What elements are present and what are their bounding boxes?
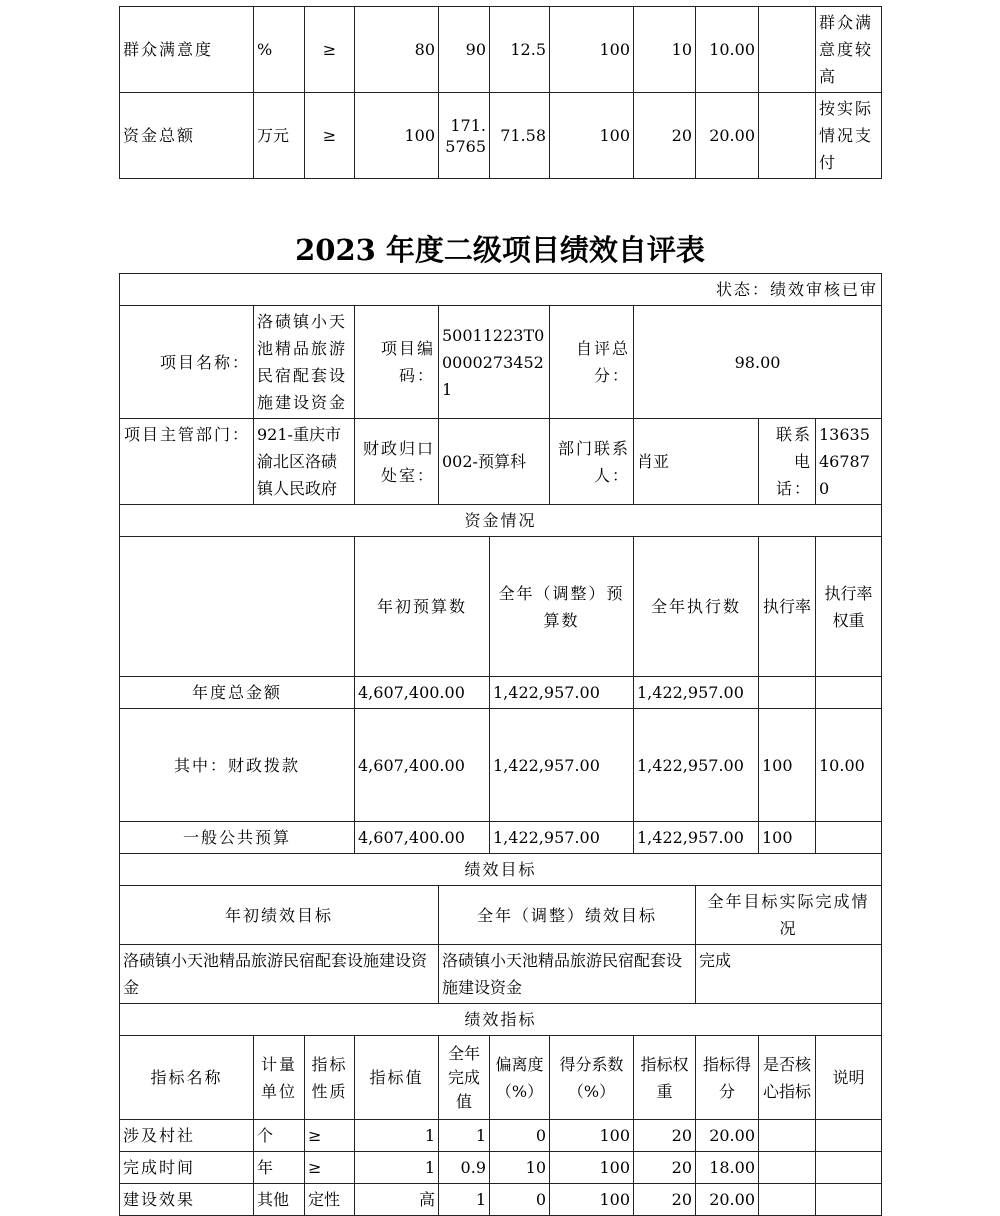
table-row: [120, 822, 882, 854]
indicator-name: 完成时间: [120, 1152, 254, 1184]
indicator-note: [816, 1120, 882, 1152]
indicator-core: [759, 7, 816, 93]
indicator-coefficient: 100: [550, 93, 634, 179]
funds-header-initial: 年初预算数: [355, 537, 490, 677]
indicator-deviation: 10: [490, 1152, 550, 1184]
ind-header-coefficient: 得分系数（%）: [550, 1036, 634, 1120]
indicator-core: [759, 1120, 816, 1152]
funds-adjusted: 1,422,957.00: [490, 677, 634, 709]
funds-adjusted: 1,422,957.00: [490, 822, 634, 854]
funds-executed: 1,422,957.00: [634, 709, 759, 822]
indicator-done: 1: [439, 1184, 490, 1216]
funds-header-row: [120, 537, 882, 677]
funds-section-title: 资金情况: [120, 505, 882, 537]
indicator-score: 10.00: [696, 7, 759, 93]
phone: 13635467870: [816, 419, 882, 505]
indicator-coefficient: 100: [550, 1152, 634, 1184]
table-row: [120, 709, 882, 822]
goals-header-row: [120, 886, 882, 945]
funds-header-blank: [120, 537, 355, 677]
contact-person: 肖亚: [634, 419, 759, 505]
indicator-deviation: 71.58: [490, 93, 550, 179]
indicator-done: 90: [439, 7, 490, 93]
indicator-unit: 年: [254, 1152, 305, 1184]
status-text: 状态：绩效审核已审: [120, 274, 882, 306]
funds-row-label: 年度总金额: [120, 677, 355, 709]
goals-header-adjusted: 全年（调整）绩效目标: [439, 886, 696, 945]
indicator-value: 1: [355, 1120, 439, 1152]
indicator-note: 按实际情况支付: [816, 93, 882, 179]
indicator-unit: 万元: [254, 93, 305, 179]
department-label: 项目主管部门：: [120, 419, 254, 505]
indicator-weight: 10: [634, 7, 696, 93]
department: 921-重庆市渝北区洛碛镇人民政府: [254, 419, 355, 505]
funds-section-row: [120, 505, 882, 537]
evaluation-table: [119, 273, 882, 1216]
table-row: [120, 7, 882, 93]
indicator-value: 高: [355, 1184, 439, 1216]
indicator-done: 0.9: [439, 1152, 490, 1184]
project-name: 洛碛镇小天池精品旅游民宿配套设施建设资金: [254, 306, 355, 419]
contact-label: 部门联系人：: [550, 419, 634, 505]
ind-header-done: 全年完成值: [439, 1036, 490, 1120]
indicator-weight: 20: [634, 1120, 696, 1152]
indicator-value: 100: [355, 93, 439, 179]
funds-weight: [816, 822, 882, 854]
indicator-score: 20.00: [696, 1120, 759, 1152]
funds-weight: 10.00: [816, 709, 882, 822]
indicator-note: [816, 1152, 882, 1184]
indicator-score: 20.00: [696, 93, 759, 179]
page-title: 2023 年度二级项目绩效自评表: [295, 233, 705, 267]
goals-section-row: [120, 854, 882, 886]
funds-rate: 100: [759, 822, 816, 854]
indicator-weight: 20: [634, 1184, 696, 1216]
ind-header-core: 是否核心指标: [759, 1036, 816, 1120]
indicator-name: 群众满意度: [120, 7, 254, 93]
table-row: [120, 677, 882, 709]
indicator-value: 80: [355, 7, 439, 93]
indicator-coefficient: 100: [550, 1184, 634, 1216]
indicators-header-row: [120, 1036, 882, 1120]
funds-row-label: 其中：财政拨款: [120, 709, 355, 822]
goals-content-row: [120, 945, 882, 1004]
goals-section-title: 绩效目标: [120, 854, 882, 886]
indicator-nature: 定性: [305, 1184, 355, 1216]
funds-weight: [816, 677, 882, 709]
funds-header-rate: 执行率: [759, 537, 816, 677]
self-score: 98.00: [634, 306, 882, 419]
indicators-section-title: 绩效指标: [120, 1004, 882, 1036]
status-row: [120, 274, 882, 306]
funds-rate: 100: [759, 709, 816, 822]
indicator-nature: ≥: [305, 1152, 355, 1184]
indicator-core: [759, 93, 816, 179]
indicator-unit: 其他: [254, 1184, 305, 1216]
project-name-label: 项目名称：: [120, 306, 254, 419]
indicator-weight: 20: [634, 93, 696, 179]
indicator-done: 1: [439, 1120, 490, 1152]
indicator-deviation: 12.5: [490, 7, 550, 93]
indicator-core: [759, 1184, 816, 1216]
ind-header-weight: 指标权重: [634, 1036, 696, 1120]
indicator-name: 建设效果: [120, 1184, 254, 1216]
indicator-core: [759, 1152, 816, 1184]
top-indicator-table: [119, 6, 882, 179]
office: 002-预算科: [439, 419, 550, 505]
goals-header-initial: 年初绩效目标: [120, 886, 439, 945]
table-row: [120, 1152, 882, 1184]
indicator-note: 群众满意度较高: [816, 7, 882, 93]
goals-actual: 完成: [696, 945, 882, 1004]
indicator-nature: ≥: [305, 1120, 355, 1152]
indicator-nature: ≥: [305, 7, 355, 93]
ind-header-note: 说明: [816, 1036, 882, 1120]
funds-header-executed: 全年执行数: [634, 537, 759, 677]
ind-header-score: 指标得分: [696, 1036, 759, 1120]
indicator-name: 涉及村社: [120, 1120, 254, 1152]
project-code-label: 项目编码：: [355, 306, 439, 419]
funds-executed: 1,422,957.00: [634, 677, 759, 709]
ind-header-value: 指标值: [355, 1036, 439, 1120]
funds-initial: 4,607,400.00: [355, 822, 490, 854]
indicator-score: 18.00: [696, 1152, 759, 1184]
office-label: 财政归口处室：: [355, 419, 439, 505]
indicator-score: 20.00: [696, 1184, 759, 1216]
funds-header-adjusted: 全年（调整）预算数: [490, 537, 634, 677]
funds-rate: [759, 677, 816, 709]
indicator-weight: 20: [634, 1152, 696, 1184]
ind-header-name: 指标名称: [120, 1036, 254, 1120]
funds-executed: 1,422,957.00: [634, 822, 759, 854]
indicator-deviation: 0: [490, 1184, 550, 1216]
self-score-label: 自评总分：: [550, 306, 634, 419]
funds-initial: 4,607,400.00: [355, 709, 490, 822]
indicator-coefficient: 100: [550, 7, 634, 93]
ind-header-deviation: 偏离度（%）: [490, 1036, 550, 1120]
indicators-section-row: [120, 1004, 882, 1036]
ind-header-unit: 计量单位: [254, 1036, 305, 1120]
goals-header-actual: 全年目标实际完成情况: [696, 886, 882, 945]
indicator-nature: ≥: [305, 93, 355, 179]
phone-label: 联系电话：: [759, 419, 816, 505]
indicator-value: 1: [355, 1152, 439, 1184]
funds-row-label: 一般公共预算: [120, 822, 355, 854]
ind-header-nature: 指标性质: [305, 1036, 355, 1120]
funds-header-weight: 执行率权重: [816, 537, 882, 677]
goals-adjusted: 洛碛镇小天池精品旅游民宿配套设施建设资金: [439, 945, 696, 1004]
project-row: [120, 306, 882, 419]
project-code: 50011223T000002734521: [439, 306, 550, 419]
indicator-name: 资金总额: [120, 93, 254, 179]
indicator-unit: %: [254, 7, 305, 93]
indicator-unit: 个: [254, 1120, 305, 1152]
table-row: [120, 1184, 882, 1216]
indicator-coefficient: 100: [550, 1120, 634, 1152]
indicator-deviation: 0: [490, 1120, 550, 1152]
table-row: [120, 1120, 882, 1152]
table-row: [120, 93, 882, 179]
funds-initial: 4,607,400.00: [355, 677, 490, 709]
goals-initial: 洛碛镇小天池精品旅游民宿配套设施建设资金: [120, 945, 439, 1004]
indicator-done: 171.5765: [439, 93, 490, 179]
funds-adjusted: 1,422,957.00: [490, 709, 634, 822]
indicator-note: [816, 1184, 882, 1216]
department-row: [120, 419, 882, 505]
